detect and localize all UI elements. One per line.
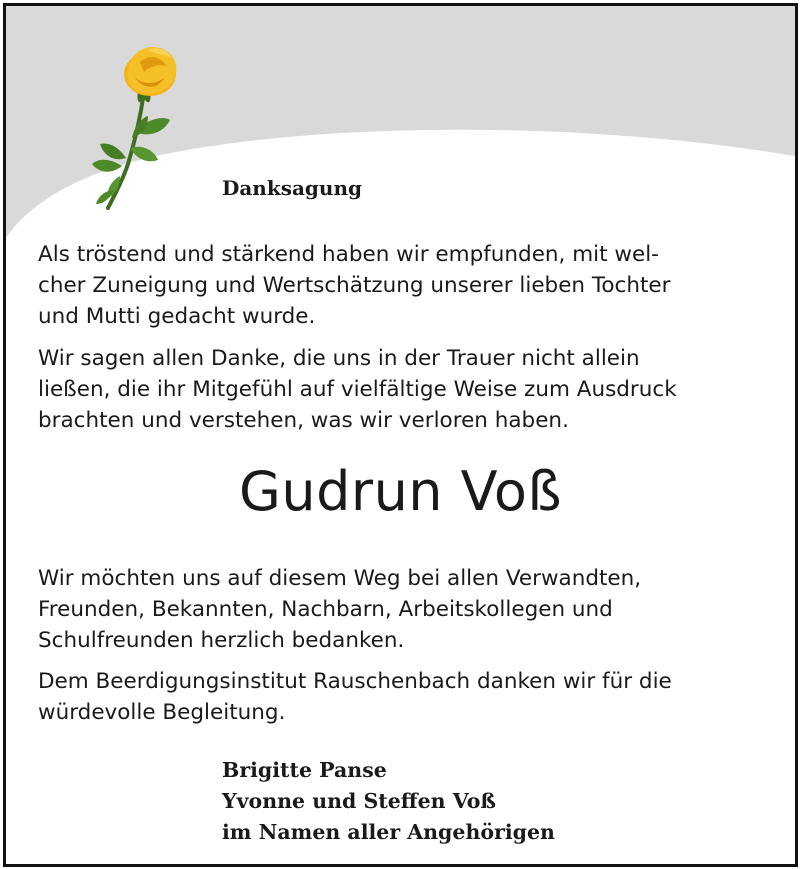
paragraph-line: cher Zuneigung und Wertschätzung unserer lieben Tochter (38, 273, 671, 298)
paragraph-funeral-home (38, 666, 770, 728)
paragraph-line: Als tröstend und stärkend haben wir empfunden, mit wel- (38, 242, 659, 267)
paragraph-line: würdevolle Begleitung. (38, 700, 286, 725)
signature-line: im Namen aller Angehörigen (222, 820, 555, 844)
signature-line: Brigitte Panse (222, 758, 387, 782)
paragraph-line: ließen, die ihr Mitgefühl auf vielfältige Weise zum Ausdruck (38, 377, 677, 402)
heading-danksagung: Danksagung (222, 176, 362, 200)
paragraph-line: Wir möchten uns auf diesem Weg bei allen Verwandten, (38, 566, 642, 591)
deceased-name: Gudrun Voß (239, 460, 562, 523)
paragraph-gratitude (38, 239, 770, 332)
paragraph-line: brachten und verstehen, was wir verloren haben. (38, 408, 569, 433)
paragraph-line: Schulfreunden herzlich bedanken. (38, 628, 405, 653)
paragraph-line: Wir sagen allen Danke, die uns in der Trauer nicht allein (38, 346, 640, 371)
yellow-rose-icon (78, 40, 190, 210)
obituary-card (3, 3, 798, 867)
paragraph-thanks (38, 343, 770, 436)
signature-block (222, 755, 555, 848)
paragraph-line: und Mutti gedacht wurde. (38, 304, 316, 329)
paragraph-line: Dem Beerdigungsinstitut Rauschenbach danken wir für die (38, 669, 672, 694)
signature-line: Yvonne und Steffen Voß (222, 789, 496, 813)
paragraph-line: Freunden, Bekannten, Nachbarn, Arbeitskollegen und (38, 597, 613, 622)
paragraph-relatives (38, 563, 770, 656)
